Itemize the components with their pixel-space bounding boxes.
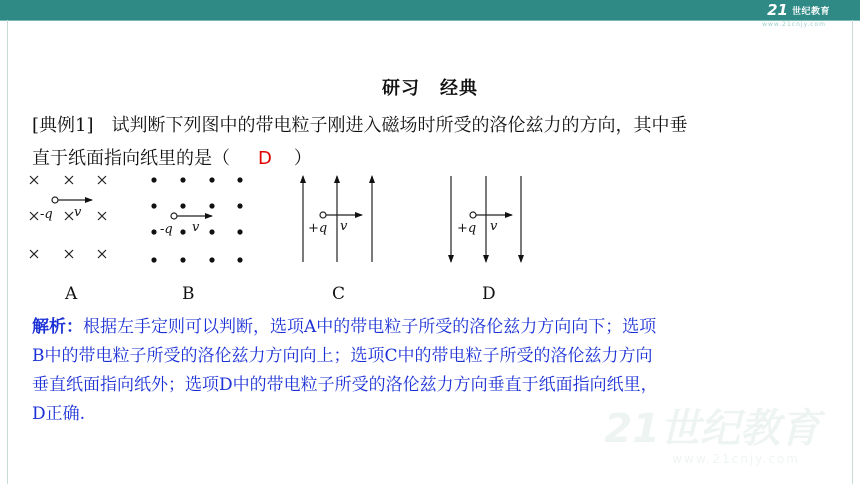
section-heading [0, 74, 860, 100]
velocity-label-c: v [340, 219, 348, 234]
charge-label-c: +q [308, 221, 328, 236]
question-text-2: 直于纸面指向纸里的是（ [32, 148, 230, 169]
particle-b [171, 213, 177, 219]
figures-diagram [0, 172, 860, 282]
watermark-url: www.21cnjy.com [672, 452, 800, 466]
charge-label-a: -q [40, 207, 53, 222]
analysis-lead: 解析： [32, 317, 83, 337]
particle-d [470, 212, 476, 218]
answer-text: D [258, 148, 272, 169]
heading-part1: 研习 [382, 78, 420, 99]
logo-text: 世纪教育 [791, 6, 830, 17]
velocity-label-d: v [490, 219, 498, 234]
option-label-a: A [65, 284, 78, 304]
analysis-line2: B中的带电粒子所受的洛伦兹力方向向上；选项C中的带电粒子所受的洛伦兹力方向 [32, 346, 653, 366]
banner-divider [0, 20, 860, 21]
option-label-c: C [332, 284, 346, 304]
question-text-3: ） [293, 148, 312, 169]
heading-part2: 经典 [440, 78, 478, 99]
charge-label-d: +q [457, 221, 477, 236]
logo-url: www.21cnjy.com [762, 21, 826, 28]
figure-d [451, 176, 521, 262]
analysis-line4: D正确. [32, 404, 86, 424]
analysis-text-1: 根据左手定则可以判断，选项A中的带电粒子所受的洛伦兹力方向向下；选项 [83, 317, 657, 337]
question-line1 [32, 111, 688, 137]
top-banner [0, 0, 860, 20]
figure-c [303, 176, 372, 262]
question-text-1: 试判断下列图中的带电粒子刚进入磁场时所受的洛伦兹力的方向，其中垂 [111, 115, 688, 136]
option-label-d: D [482, 284, 496, 304]
charge-label-b: -q [160, 222, 173, 237]
option-label-b: B [182, 284, 195, 304]
analysis-line3: 垂直纸面指向纸外；选项D中的带电粒子所受的洛伦兹力方向垂直于纸面指向纸里， [32, 375, 658, 395]
velocity-label-a: v [74, 205, 82, 220]
question-tag: [典例1] [32, 115, 94, 136]
logo-mark: 21 [767, 1, 788, 19]
watermark-logo: 21世纪教育 [604, 406, 820, 452]
particle-a [52, 197, 58, 203]
logo [767, 1, 830, 19]
velocity-label-b: v [192, 220, 200, 235]
analysis-line1 [32, 313, 832, 342]
question-line2 [32, 144, 312, 170]
particle-c [320, 212, 326, 218]
